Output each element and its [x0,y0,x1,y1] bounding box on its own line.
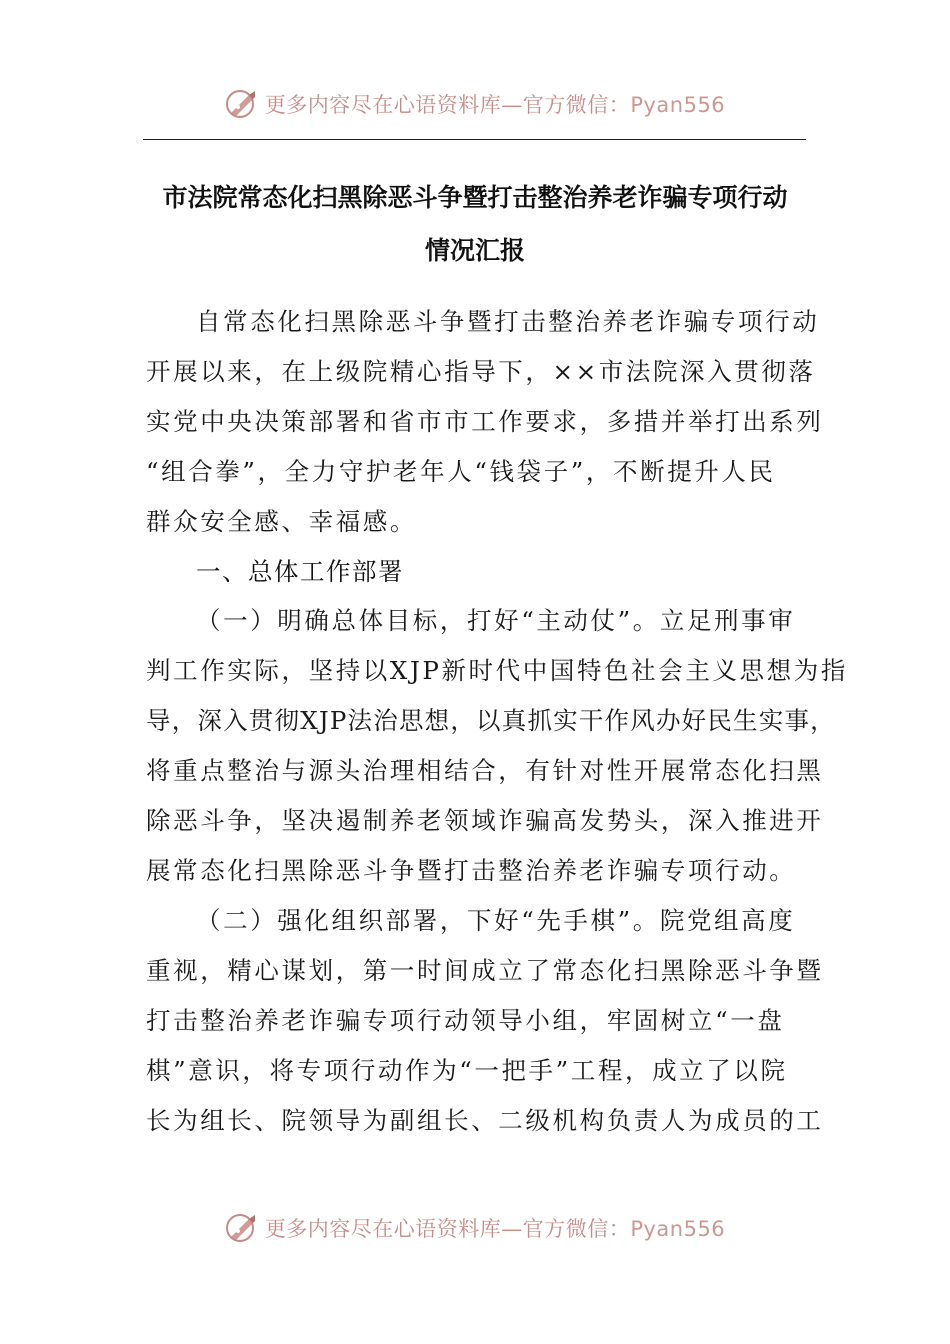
body-line: 长为组长、院领导为副组长、二级机构负责人为成员的工 [146,1106,824,1135]
header-divider [143,139,806,140]
body-line: 判工作实际，坚持以XJP新时代中国特色社会主义思想为指 [146,656,848,685]
body-line: 重视，精心谋划，第一时间成立了常态化扫黑除恶斗争暨 [146,956,824,985]
pen-nib-logo-icon [225,87,259,121]
watermark-footer [0,1208,950,1248]
body-line: 展常态化扫黑除恶斗争暨打击整治养老诈骗专项行动。 [146,856,797,885]
body-line: 将重点整治与源头治理相结合，有针对性开展常态化扫黑 [146,756,824,785]
body-line: （二）强化组织部署，下好“先手棋”。院党组高度 [196,906,796,935]
watermark-header [0,84,950,124]
body-line: 导，深入贯彻XJP法治思想，以真抓实干作风办好民生实事， [146,706,836,735]
body-line: 开展以来，在上级院精心指导下，××市法院深入贯彻落 [146,357,816,386]
body-line: 群众安全感、幸福感。 [146,507,417,536]
body-line: “组合拳”，全力守护老年人“钱袋子”，不断提升人民 [146,457,776,486]
watermark-text: 更多内容尽在心语资料库—官方微信：Pyan556 [264,93,726,117]
watermark-text: 更多内容尽在心语资料库—官方微信：Pyan556 [264,1217,726,1241]
document-title-line-2: 情况汇报 [424,236,525,265]
body-line: 自常态化扫黑除恶斗争暨打击整治养老诈骗专项行动 [196,307,820,336]
body-line: 实党中央决策部署和省市市工作要求，多措并举打出系列 [146,407,824,436]
document-title-line-1: 市法院常态化扫黑除恶斗争暨打击整治养老诈骗专项行动 [162,183,788,212]
body-line: 棋”意识，将专项行动作为“一把手”工程，成立了以院 [146,1056,788,1085]
pen-nib-logo-icon [225,1211,259,1245]
body-line: 除恶斗争，坚决遏制养老领域诈骗高发势头，深入推进开 [146,806,824,835]
body-line: 打击整治养老诈骗专项行动领导小组，牢固树立“一盘 [146,1006,785,1035]
section-heading: 一、总体工作部署 [196,557,404,586]
body-line: （一）明确总体目标，打好“主动仗”。立足刑事审 [196,606,796,635]
